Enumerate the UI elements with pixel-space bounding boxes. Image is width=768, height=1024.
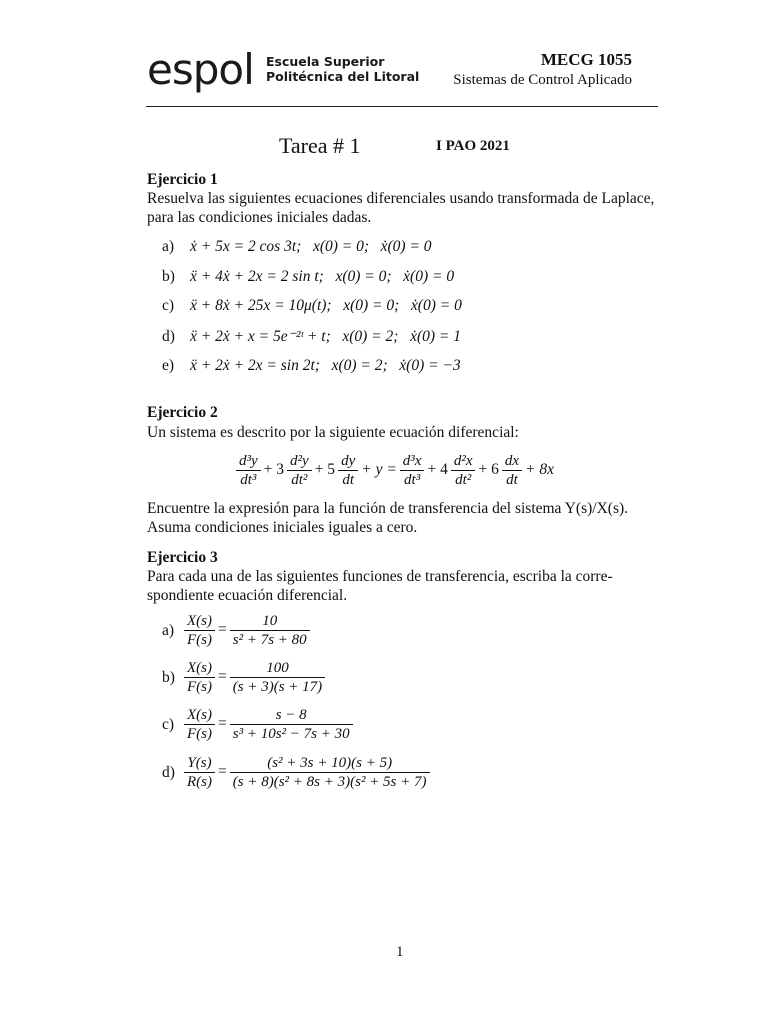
item-label: d) xyxy=(162,763,175,781)
course-code: MECG 1055 xyxy=(540,50,632,69)
ex3-instructions-line2: spondiente ecuación diferencial. xyxy=(147,587,348,604)
ex2-differential-equation: $\frac{\text{d³y}}{\text{dt³}}$ + 3 $\frac{\text{d²y}}{\text{dt²}}$ + 5 $\frac{dy}{dt}$ + y = $\frac{\text{d³x}}{\text{dt³}}$ + 4 $\frac{\text{d²x}}{\text{dt²}}$ + 6 $\frac{dx}{dt}$ + 8x xyxy=(236,452,557,489)
fraction: $\frac{\text{(s² + 3s + 10)(s + 5)}}{\text{(s + 8)(s² + 8s + 3)(s² + 5s + 7)}}$ xyxy=(230,754,430,791)
item-label: c) xyxy=(162,297,175,314)
fraction: $\frac{X(s)}{F(s)}$ xyxy=(184,612,215,649)
equation: ẍ + 4ẋ + 2x = 2 sin t; xyxy=(190,268,324,285)
ex3-item-a: a) $\frac{X(s)}{F(s)}$ = $\frac{10}{\text{s² + 7s + 80}}$ xyxy=(162,612,310,649)
ex3-heading: Ejercicio 3 xyxy=(147,549,218,566)
institution-name-line2: Politécnica del Litoral xyxy=(266,69,420,84)
item-label: a) xyxy=(162,238,175,255)
fraction: $\frac{10}{\text{s² + 7s + 80}}$ xyxy=(230,612,310,649)
fraction: $\frac{\text{d²y}}{\text{dt²}}$ xyxy=(287,452,312,489)
fraction: $\frac{\text{d³x}}{\text{dt³}}$ xyxy=(400,452,425,489)
term-label: I PAO 2021 xyxy=(436,138,510,154)
ex2-question xyxy=(147,499,628,537)
item-label: a) xyxy=(162,621,175,639)
initial-condition: ẋ(0) = −3 xyxy=(399,357,461,374)
page-title: Tarea # 1 xyxy=(279,133,361,158)
ex2-instructions: Un sistema es descrito por la siguiente ecuación diferencial: xyxy=(147,424,519,441)
ex3-item-c: c) $\frac{X(s)}{F(s)}$ = $\frac{s - 8}{\text{s³ + 10s² − 7s + 30}}$ xyxy=(162,706,353,743)
course-name: Sistemas de Control Aplicado xyxy=(453,72,632,88)
initial-condition: ẋ(0) = 0 xyxy=(403,268,455,285)
ex1-item-b xyxy=(162,268,454,286)
initial-condition: x(0) = 0; xyxy=(343,297,400,314)
fraction: $\frac{X(s)}{F(s)}$ xyxy=(184,706,215,743)
ex1-heading: Ejercicio 1 xyxy=(147,171,218,188)
fraction: $\frac{X(s)}{F(s)}$ xyxy=(184,659,215,696)
fraction: $\frac{\text{d²x}}{\text{dt²}}$ xyxy=(451,452,476,489)
fraction: $\frac{100}{(s + 3)(s + 17)}$ xyxy=(230,659,325,696)
item-label: c) xyxy=(162,715,175,733)
initial-condition: ẋ(0) = 0 xyxy=(380,238,432,255)
equation: ẍ + 8ẋ + 25x = 10μ(t); xyxy=(190,297,332,314)
item-label: e) xyxy=(162,357,175,374)
ex3-instructions-line1: Para cada una de las siguientes funciones de transferencia, escriba la corre- xyxy=(147,568,613,585)
initial-condition: x(0) = 0; xyxy=(312,238,370,255)
equation: ẋ + 5x = 2 cos 3t; xyxy=(190,238,302,255)
ex1-item-a xyxy=(162,238,432,256)
header-divider xyxy=(146,106,658,107)
fraction: $\frac{dx}{dt}$ xyxy=(502,452,522,489)
page-number: 1 xyxy=(396,944,404,960)
item-label: d) xyxy=(162,328,175,345)
ex1-item-c xyxy=(162,297,462,315)
initial-condition: ẋ(0) = 0 xyxy=(410,297,462,314)
ex2-question-line2: Asuma condiciones iniciales iguales a cero. xyxy=(147,519,418,536)
initial-condition: x(0) = 0; xyxy=(335,268,392,285)
fraction: $\frac{Y(s)}{R(s)}$ xyxy=(184,754,215,791)
equation: ẍ + 2ẋ + x = 5e⁻²ᵗ + t; xyxy=(190,328,331,345)
fraction: $\frac{dy}{dt}$ xyxy=(338,452,358,489)
initial-condition: ẋ(0) = 1 xyxy=(410,328,462,345)
ex1-item-d xyxy=(162,327,461,346)
item-label: b) xyxy=(162,268,175,285)
ex3-instructions xyxy=(147,567,613,605)
ex1-instructions-line1: Resuelva las siguientes ecuaciones diferenciales usando transformada de Laplace, xyxy=(147,190,655,207)
institution-name xyxy=(266,54,419,84)
fraction: $\frac{\text{d³y}}{\text{dt³}}$ xyxy=(236,452,261,489)
ex1-instructions-line2: para las condiciones iniciales dadas. xyxy=(147,209,372,226)
ex1-item-e xyxy=(162,357,461,375)
initial-condition: x(0) = 2; xyxy=(331,357,388,374)
espol-logo: espol xyxy=(147,45,254,94)
ex1-instructions xyxy=(147,189,654,227)
ex3-item-d: d) $\frac{Y(s)}{R(s)}$ = $\frac{\text{(s² + 3s + 10)(s + 5)}}{\text{(s + 8)(s² + 8s + 3)(s² + 5s + 7)}}$ xyxy=(162,754,430,791)
ex3-item-b: b) $\frac{X(s)}{F(s)}$ = $\frac{100}{(s + 3)(s + 17)}$ xyxy=(162,659,325,696)
item-label: b) xyxy=(162,668,175,686)
fraction: $\frac{s - 8}{\text{s³ + 10s² − 7s + 30}}$ xyxy=(230,706,353,743)
equation: ẍ + 2ẋ + 2x = sin 2t; xyxy=(190,357,320,374)
initial-condition: x(0) = 2; xyxy=(342,328,399,345)
ex2-question-line1: Encuentre la expresión para la función de transferencia del sistema Y(s)/X(s). xyxy=(147,500,629,517)
institution-name-line1: Escuela Superior xyxy=(266,54,385,69)
ex2-heading: Ejercicio 2 xyxy=(147,404,218,421)
